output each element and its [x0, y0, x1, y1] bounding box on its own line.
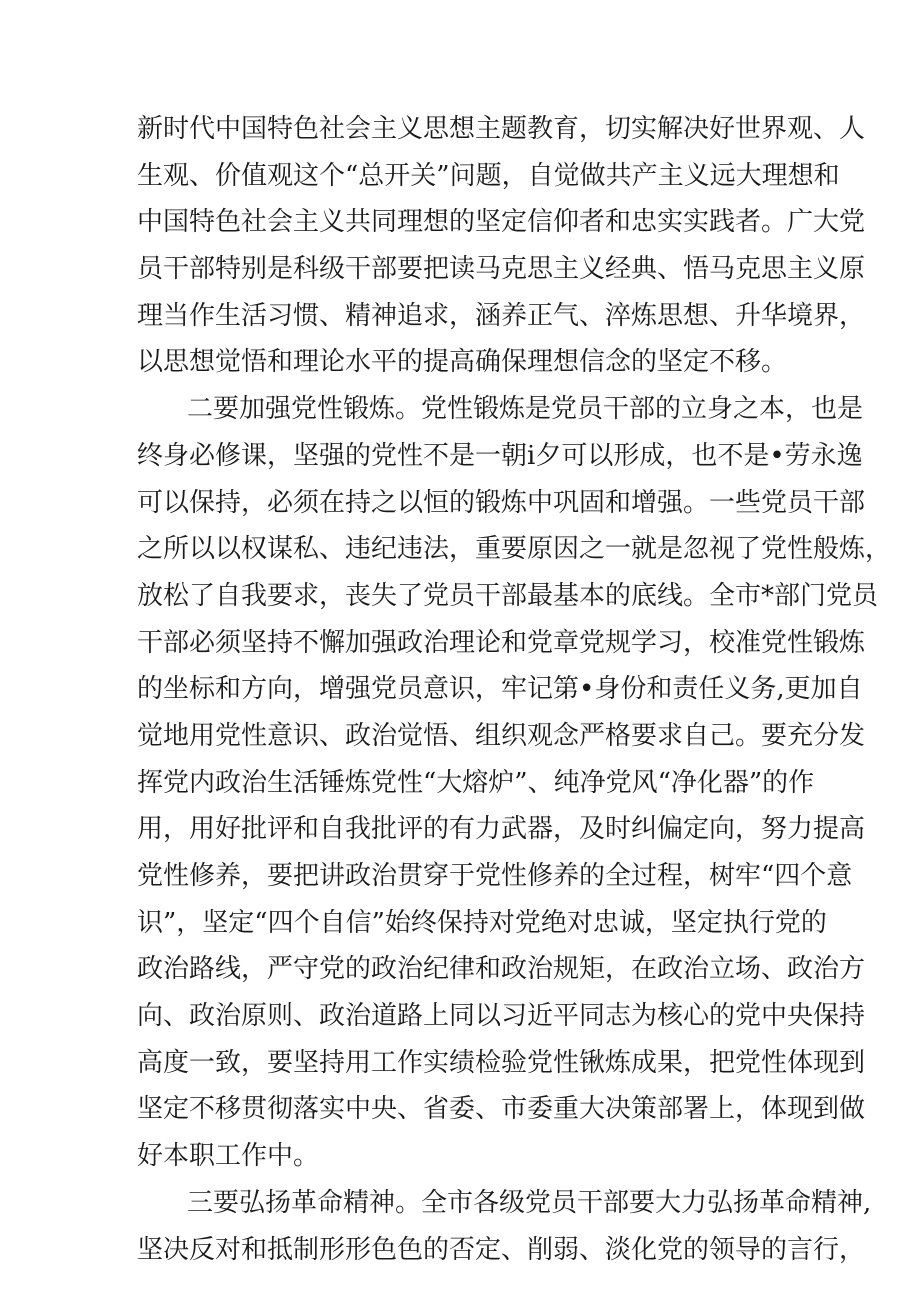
text-line: 好本职工作中。	[137, 1141, 320, 1172]
text-line: 干部必须坚持不懈加强政治理论和党章党规学习，校准党性锻炼	[137, 627, 866, 658]
text-line: 之所以以权谋私、违纪违法，重要原因之一就是忽视了党性般炼，	[137, 534, 892, 565]
paragraph-1	[137, 106, 866, 386]
text-line: 的坐标和方向，增强党员意识，牢记第•身份和责任义务,更加自	[137, 674, 863, 705]
text-line: 坚定不移贯彻落实中央、省委、市委重大决策部署上，体现到做	[137, 1094, 866, 1125]
text-line: 以思想觉悟和理论水平的提高确保理想信念的坚定不移。	[137, 347, 788, 378]
text-line: 识”，坚定“四个自信”始终保持对党绝对忠诚，坚定执行党的	[137, 907, 827, 938]
text-line: 中国特色社会主义共同理想的坚定信仰者和忠实实践者。广大党	[137, 207, 866, 238]
text-line: 放松了自我要求，丧失了党员干部最基本的底线。全市*部门党员	[137, 580, 879, 611]
text-line: 新时代中国特色社会主义思想主题教育，切实解决好世界观、人	[137, 114, 866, 144]
text-line: 高度一致，要坚持用工作实绩检验党性锹炼成果，把党性体现到	[137, 1047, 866, 1078]
text-line: 理当作生活习惯、精神追求，涵养正气、淬炼思想、升华境界，	[137, 300, 866, 331]
text-line: 政治路线，严守党的政治纪律和政治规矩，在政治立场、政治方	[137, 954, 866, 985]
document-body	[137, 106, 892, 1273]
text-line: 挥党内政治生活锤炼党性“大熔炉”、纯净党风“净化器”的作	[137, 767, 815, 798]
text-line: 员干部特别是科级干部要把读马克思主义经典、悟马克思主义原	[137, 254, 866, 285]
text-line: 向、政治原则、政治道路上同以习近平同志为核心的党中央保持	[137, 1001, 866, 1032]
text-line: 可以保持，必须在持之以恒的锻炼中巩固和增强。一些党员干部	[137, 487, 866, 518]
text-line: 终身必修课，坚强的党性不是一朝i夕可以形成，也不是•劳永逸	[137, 440, 863, 471]
text-line: 坚决反对和抵制形形色色的否定、削弱、淡化党的领导的言行，	[137, 1234, 866, 1265]
paragraph-3	[137, 1180, 872, 1273]
text-line: 用，用好批评和自我批评的有力武器，及时纠偏定向，努力提高	[137, 814, 866, 845]
text-line: 二要加强党性锻炼。党性锻炼是党员干部的立身之本，也是	[187, 394, 864, 425]
paragraph-2	[137, 386, 892, 1180]
text-line: 党性修养，要把讲政治贯穿于党性修养的全过程，树牢“四个意	[137, 861, 853, 891]
text-line: 生观、价值观这个“总开关”问题，自觉做共产主义远大理想和	[137, 160, 840, 191]
text-line: 三要弘扬革命精神。全市各级党员干部要大力弘扬革命精神,	[187, 1187, 872, 1218]
text-line: 觉地用党性意识、政治觉悟、组织观念严格要求自己。要充分发	[137, 720, 866, 751]
